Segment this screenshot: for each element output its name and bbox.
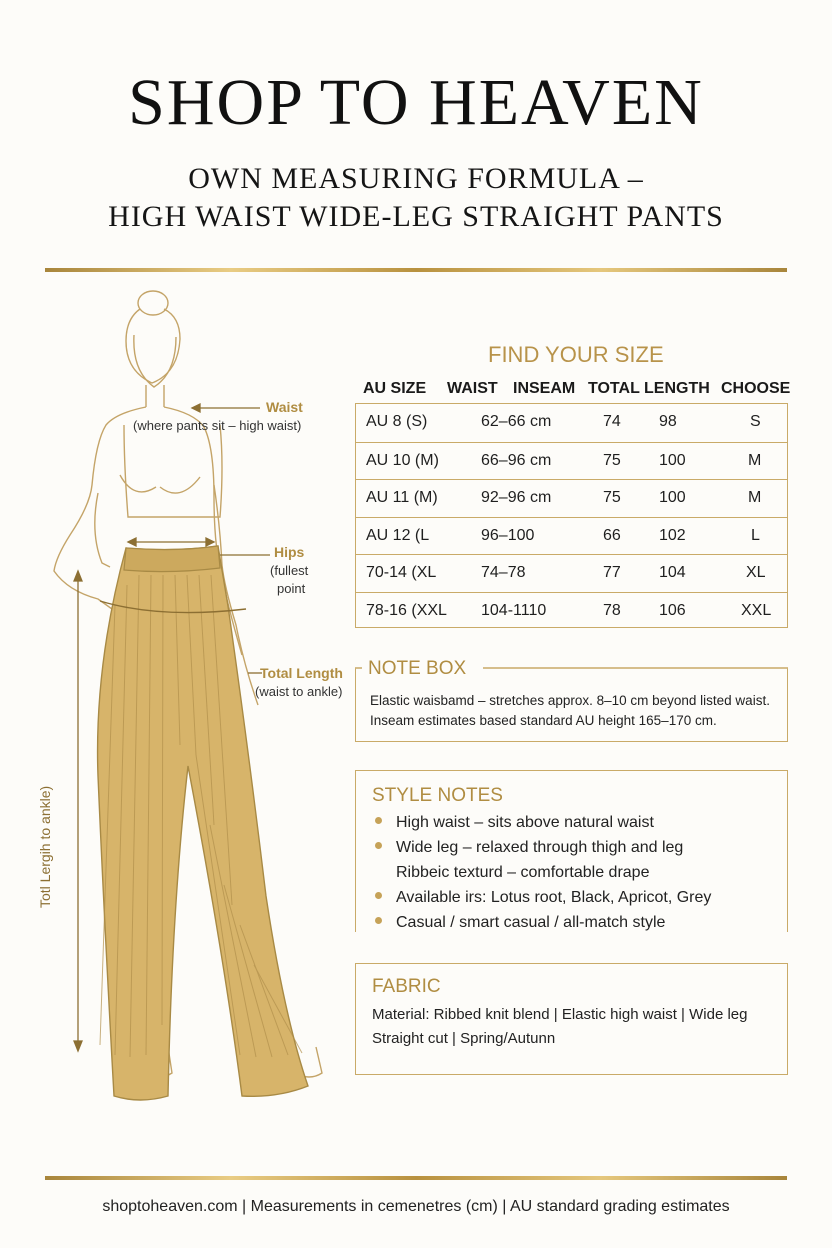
fabric-line-1: Material: Ribbed knit blend | Elastic high waist | Wide leg (372, 1006, 748, 1023)
header-total-length: TOTAL LENGTH (588, 380, 710, 397)
style-note-text: Wide leg – relaxed through thigh and leg (396, 839, 684, 856)
note-line-2: Inseam estimates based standard AU height 165–170 cm. (370, 713, 717, 728)
header-au-size: AU SIZE (363, 380, 427, 397)
fabric-box (355, 963, 788, 1075)
cell-waist: 96–100 (481, 526, 535, 544)
find-your-size-title: FIND YOUR SIZE (488, 342, 664, 367)
cell-au-size: AU 12 (L (366, 526, 430, 544)
brand-title: SHOP TO HEAVEN (128, 66, 704, 139)
subtitle-line-2: HIGH WAIST WIDE-LEG STRAIGHT PANTS (108, 200, 724, 233)
note-box (355, 658, 788, 742)
cell-total-length: 98 (659, 413, 677, 430)
style-notes-title: STYLE NOTES (366, 785, 509, 807)
cell-inseam: 74 (603, 413, 621, 430)
cell-total-length: 100 (659, 451, 686, 469)
cell-inseam: 75 (603, 489, 621, 506)
cell-waist: 66–96 cm (481, 451, 552, 469)
waist-label-desc: (where pants sit – high waist) (133, 418, 302, 433)
cell-waist: 92–96 cm (481, 489, 552, 506)
table-row (356, 479, 787, 517)
list-item (375, 814, 654, 832)
header-inseam: INSEAM (513, 380, 576, 397)
cell-total-length: 100 (659, 489, 686, 506)
style-note-text: High waist – sits above natural waist (396, 814, 654, 831)
cell-waist: 74–78 (481, 564, 526, 581)
list-item (375, 889, 711, 907)
total-length-label-title: Total Length (260, 665, 343, 681)
cell-choose: XXL (741, 601, 772, 619)
footer-text: shoptoheaven.com | Measurements in cemenetres (cm) | AU standard grading estimates (102, 1198, 730, 1215)
header-divider (45, 268, 787, 272)
total-length-label-desc: (waist to ankle) (255, 684, 343, 699)
cell-total-length: 104 (659, 564, 686, 581)
bullet-icon (375, 842, 382, 849)
cell-inseam: 77 (603, 564, 621, 581)
note-line-1: Elastic waisbamd – stretches approx. 8–10 cm beyond listed waist. (370, 693, 770, 708)
cell-choose: S (750, 413, 761, 430)
cell-choose: L (751, 526, 760, 544)
size-table (355, 403, 788, 628)
page-subtitle (0, 160, 832, 236)
cell-inseam: 75 (603, 451, 621, 469)
list-item (375, 864, 649, 882)
table-row (356, 442, 787, 480)
cell-choose: M (748, 451, 762, 469)
fabric-line-2: Straight cut | Spring/Autunn (372, 1030, 556, 1047)
note-box-title: NOTE BOX (362, 658, 472, 680)
hips-label-desc-2: point (277, 581, 306, 596)
hips-label-title: Hips (274, 544, 305, 560)
table-row (356, 517, 787, 555)
bullet-icon (375, 817, 382, 824)
cell-au-size: AU 8 (S) (366, 413, 428, 430)
cell-total-length: 106 (659, 601, 686, 619)
header-choose: CHOOSE (721, 380, 791, 397)
table-row (356, 554, 787, 592)
cell-choose: XL (746, 564, 766, 581)
bullet-icon (375, 892, 382, 899)
cell-waist: 62–66 cm (481, 413, 552, 430)
cell-inseam: 66 (603, 526, 621, 544)
cell-au-size: AU 11 (M) (366, 489, 438, 506)
cell-au-size: 78-16 (XXL (366, 601, 447, 619)
subtitle-line-1: OWN MEASURING FORMULA – (188, 162, 644, 195)
bullet-icon (375, 867, 382, 874)
cell-inseam: 78 (603, 601, 621, 619)
cell-choose: M (748, 489, 762, 506)
vertical-length-label: Totl Lergih to ankle) (37, 785, 53, 908)
bullet-icon (375, 917, 382, 924)
cell-au-size: 70-14 (XL (366, 564, 437, 581)
cell-au-size: AU 10 (M) (366, 451, 439, 469)
cell-total-length: 102 (659, 526, 686, 544)
cell-waist: 104-1110 (481, 601, 547, 619)
footer-divider (45, 1176, 787, 1180)
list-item (375, 839, 683, 857)
style-note-text: Available irs: Lotus root, Black, Apricot, Grey (396, 889, 712, 906)
hips-label-desc-1: (fullest (270, 563, 309, 578)
list-item (375, 914, 665, 932)
waist-label-title: Waist (266, 399, 303, 415)
table-row (356, 592, 787, 630)
table-row (356, 404, 787, 442)
style-note-text: Ribbeic texturd – comfortable drape (396, 864, 650, 881)
header-waist: WAIST (447, 380, 498, 397)
style-note-text: Casual / smart casual / all-match style (396, 914, 666, 931)
fabric-title: FABRIC (366, 976, 447, 998)
